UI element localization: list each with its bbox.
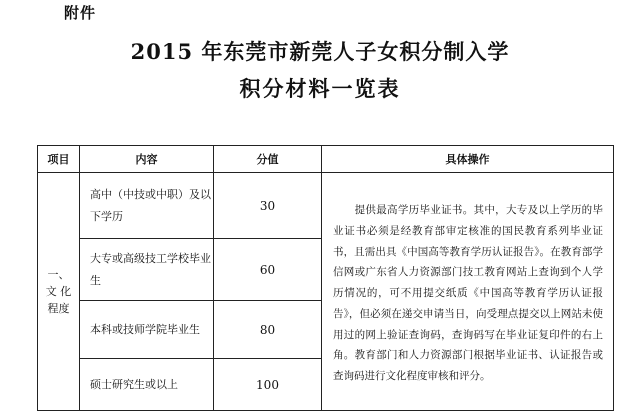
column-header-content: 内容 bbox=[80, 146, 214, 173]
table-header-row bbox=[38, 146, 614, 173]
annex-label: 附件 bbox=[64, 4, 97, 22]
score-cell: 100 bbox=[214, 359, 322, 411]
content-cell: 硕士研究生或以上 bbox=[80, 359, 214, 411]
column-header-item: 项目 bbox=[38, 146, 80, 173]
points-material-table bbox=[37, 145, 614, 411]
score-cell: 30 bbox=[214, 173, 322, 239]
column-header-score: 分值 bbox=[214, 146, 322, 173]
score-cell: 80 bbox=[214, 301, 322, 359]
category-number: 一、 bbox=[47, 268, 70, 281]
category-name-line1: 文 化 bbox=[45, 285, 72, 298]
score-cell: 60 bbox=[214, 239, 322, 301]
content-cell: 高中（中技或中职）及以下学历 bbox=[80, 173, 214, 239]
column-header-operation: 具体操作 bbox=[322, 146, 614, 173]
document-subtitle: 积分材料一览表 bbox=[239, 76, 401, 101]
document-title: 2015 年东莞市新莞人子女积分制入学 bbox=[130, 39, 510, 64]
category-cell bbox=[38, 173, 80, 411]
operation-cell: 提供最高学历毕业证书。其中，大专及以上学历的毕业证书必须是经教育部审定核准的国民教育系列毕业证书，且需出具《中国高等教育学历认证报告》。在教育部学信网或广东省人力资源部门技工教育网站上查询到个人学历情况的，可不用提交纸质《中国高等教育学历认证报告》，但必须在递交申请当日，向受理点提交以上网站未使用过的网上验证查询码，查询码写在毕业证复印件的右上角。教育部门和人力资源部门根据毕业证书、认证报告或查询码进行文化程度审核和评分。 bbox=[322, 173, 614, 411]
category-name-line2: 程度 bbox=[47, 302, 70, 315]
content-cell: 本科或技师学院毕业生 bbox=[80, 301, 214, 359]
content-cell: 大专或高级技工学校毕业生 bbox=[80, 239, 214, 301]
table-row bbox=[38, 173, 614, 239]
